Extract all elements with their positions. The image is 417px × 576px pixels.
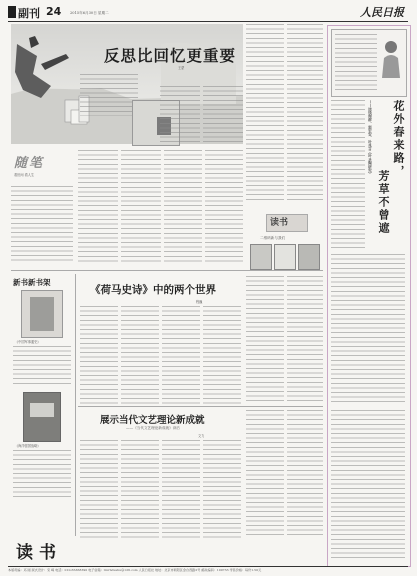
feature-headline: 《荷马史诗》中的两个世界 bbox=[90, 284, 216, 296]
new-books-blurb-1 bbox=[13, 346, 71, 386]
sidebar-divider bbox=[75, 274, 76, 536]
footer-rule bbox=[8, 566, 408, 567]
right-headline-line2: 芳草不曾遮 bbox=[377, 170, 390, 235]
right-col-a bbox=[331, 100, 365, 250]
feature-col-6 bbox=[287, 276, 323, 404]
lead-body-col-b bbox=[78, 150, 118, 262]
lead-headline: 反思比回忆更重要 bbox=[104, 47, 237, 65]
masthead-section: 副刊 bbox=[18, 7, 40, 20]
feature-col-1 bbox=[80, 306, 118, 404]
page-masthead bbox=[8, 5, 408, 21]
lead-byline: 王蒙 bbox=[178, 66, 185, 70]
theory-byline: 文力 bbox=[198, 434, 205, 438]
right-subtitle: ——读钱理群、郭宏安、叶兆言《叶圣陶研究》 bbox=[368, 100, 373, 176]
books-review-widget bbox=[246, 206, 323, 268]
section-footer-title: 读书 bbox=[16, 543, 62, 563]
books-review-title: 读书 bbox=[270, 218, 289, 228]
books-review-column-label: 二维码新与我们 bbox=[260, 236, 286, 240]
theory-col-3 bbox=[162, 440, 200, 538]
new-books-title: 新书新书架 bbox=[13, 278, 51, 287]
lead-body-col-d bbox=[164, 150, 202, 262]
new-books-cover-2 bbox=[23, 392, 61, 442]
right-author-portrait bbox=[380, 38, 402, 78]
newspaper-logo: 人民日报 bbox=[360, 6, 404, 19]
new-books-cover-1 bbox=[21, 290, 63, 338]
masthead-page-number: 24 bbox=[46, 5, 62, 18]
lead-body-col-e bbox=[205, 150, 243, 262]
right-author-box bbox=[331, 29, 407, 97]
theory-col-5 bbox=[246, 410, 284, 538]
feature-byline: 程巍 bbox=[196, 300, 203, 304]
column-badge-title: 随笔 bbox=[14, 156, 45, 171]
section-rule-2 bbox=[78, 406, 323, 407]
book-cover-3 bbox=[298, 244, 320, 270]
theory-col-1 bbox=[80, 440, 118, 538]
new-books-caption-1: 《中国军事通史》 bbox=[15, 340, 41, 344]
masthead-date: 2015年6月30日 星期二 bbox=[70, 11, 109, 15]
new-books-blurb-2 bbox=[13, 450, 71, 500]
lead-intro-text bbox=[80, 74, 138, 116]
masthead-badge bbox=[8, 6, 16, 18]
lead-body-col-a bbox=[11, 186, 73, 262]
feature-col-2 bbox=[121, 306, 159, 404]
right-col-c bbox=[331, 410, 405, 560]
theory-subheadline: ——《当代文艺理论新成就》读后 bbox=[126, 426, 180, 430]
section-rule-1 bbox=[11, 270, 323, 271]
new-books-sidebar bbox=[11, 274, 73, 536]
feature-col-3 bbox=[162, 306, 200, 404]
masthead-rule bbox=[8, 21, 408, 22]
feature-col-4 bbox=[203, 306, 241, 404]
lead-col-3 bbox=[246, 24, 284, 202]
theory-col-4 bbox=[203, 440, 241, 538]
right-headline-line1: 花外春来路， bbox=[392, 100, 405, 178]
column-badge-tagline: 看世间 看人生 bbox=[14, 173, 35, 177]
theory-headline: 展示当代文艺理论新成就 bbox=[100, 415, 205, 426]
lead-col-1 bbox=[160, 86, 200, 144]
column-badge bbox=[14, 152, 60, 182]
feature-col-5 bbox=[246, 276, 284, 404]
lead-col-4 bbox=[287, 24, 323, 202]
theory-col-2 bbox=[121, 440, 159, 538]
lead-col-2 bbox=[203, 86, 243, 144]
right-col-b bbox=[331, 254, 405, 404]
lead-body-col-c bbox=[121, 150, 161, 262]
footer-text: 本版责编：邓 刚 版式设计：宋 嵘 电话：010-65368390 电子信箱：rmrbdushu@126.com 人民日报社 地址：北京市朝阳区金台西路2号 邮政编码：100733 零售价格：每份1.50元 bbox=[8, 568, 262, 572]
book-cover-2 bbox=[274, 244, 296, 270]
book-cover-1 bbox=[250, 244, 272, 270]
theory-col-6 bbox=[287, 410, 323, 538]
new-books-caption-2: 《海洋强国战略》 bbox=[15, 444, 41, 448]
